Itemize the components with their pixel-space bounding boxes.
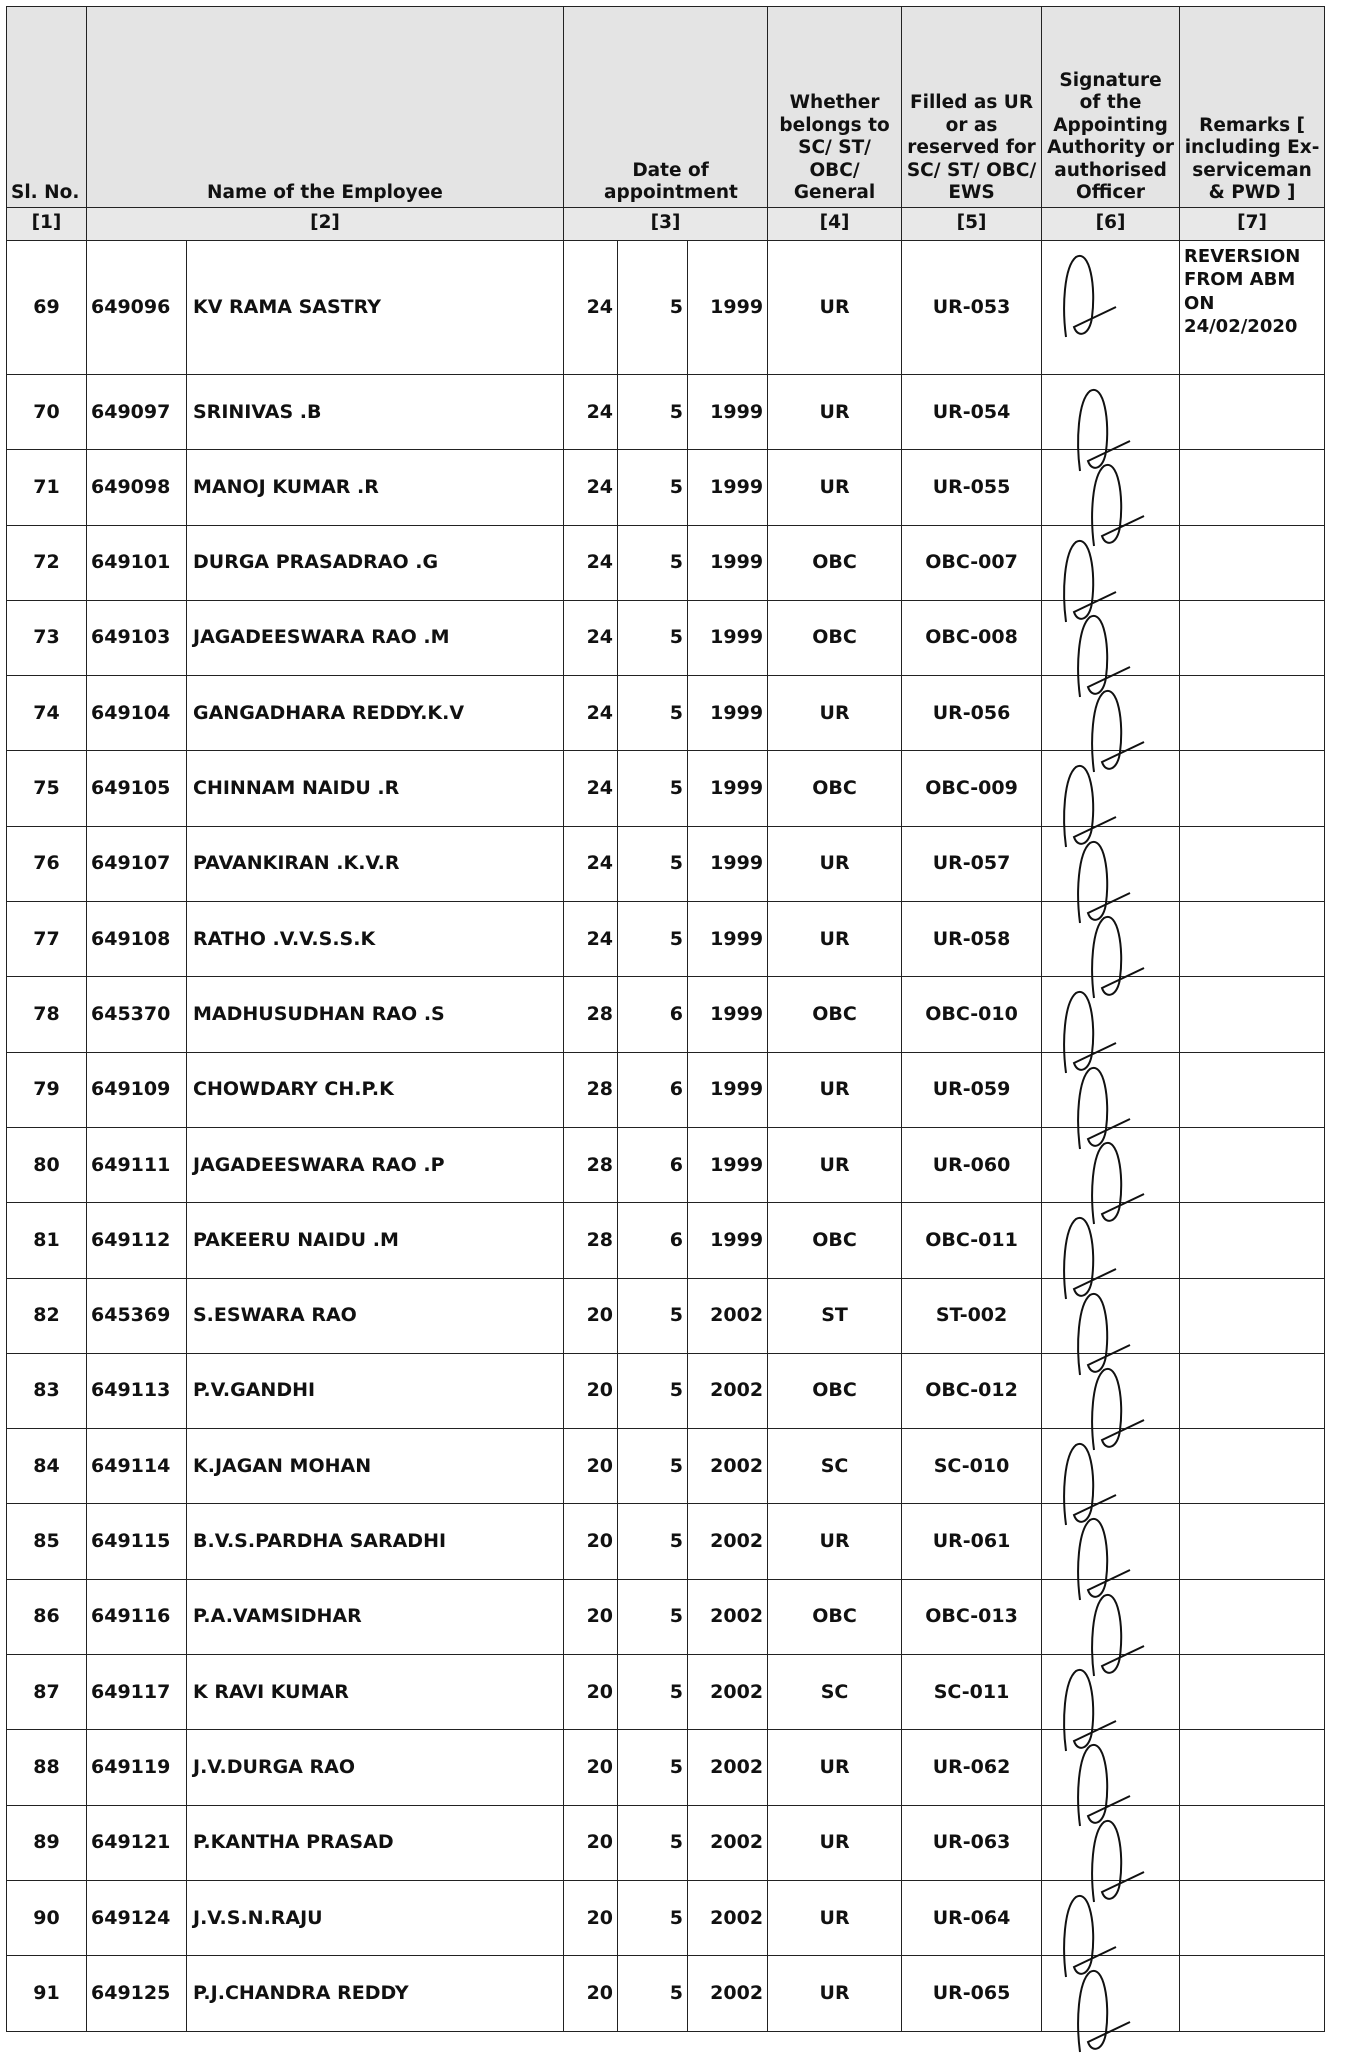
sl-no-cell: 72: [7, 525, 87, 600]
appointment-day-cell: 28: [564, 977, 618, 1052]
signature-cell: [1042, 1429, 1180, 1504]
appointment-day-cell: 20: [564, 1278, 618, 1353]
signature-cell: [1042, 902, 1180, 977]
signature-cell: [1042, 450, 1180, 525]
filled-as-cell: UR-056: [902, 676, 1042, 751]
col-num-1: [1]: [7, 208, 87, 241]
col-num-7: [7]: [1180, 208, 1325, 241]
filled-as-cell: UR-064: [902, 1880, 1042, 1955]
employee-name-cell: MANOJ KUMAR .R: [187, 450, 564, 525]
remarks-cell: [1180, 826, 1325, 901]
category-cell: OBC: [768, 977, 902, 1052]
sl-no-cell: 86: [7, 1579, 87, 1654]
employee-number-cell: 649103: [87, 600, 187, 675]
appointment-day-cell: 24: [564, 241, 618, 375]
appointment-day-cell: 24: [564, 826, 618, 901]
table-row: [7, 1052, 1325, 1127]
employee-number-cell: 649108: [87, 902, 187, 977]
employee-number-cell: 649115: [87, 1504, 187, 1579]
filled-as-cell: OBC-011: [902, 1203, 1042, 1278]
filled-as-cell: OBC-012: [902, 1353, 1042, 1428]
appointment-year-cell: 2002: [688, 1278, 768, 1353]
employee-name-cell: RATHO .V.V.S.S.K: [187, 902, 564, 977]
signature-cell: [1042, 1052, 1180, 1127]
signature-cell: [1042, 241, 1180, 375]
employee-number-cell: 649111: [87, 1127, 187, 1202]
appointment-day-cell: 28: [564, 1203, 618, 1278]
employee-number-cell: 649124: [87, 1880, 187, 1955]
appointment-month-cell: 5: [618, 1655, 688, 1730]
employee-name-cell: PAKEERU NAIDU .M: [187, 1203, 564, 1278]
signature-cell: [1042, 1504, 1180, 1579]
sl-no-cell: 69: [7, 241, 87, 375]
table-row: [7, 525, 1325, 600]
appointment-day-cell: 24: [564, 375, 618, 450]
signature-cell: [1042, 1203, 1180, 1278]
sl-no-cell: 74: [7, 676, 87, 751]
table-row: [7, 1504, 1325, 1579]
filled-as-cell: OBC-013: [902, 1579, 1042, 1654]
header-category: Whether belongs to SC/ ST/ OBC/ General: [768, 7, 902, 208]
category-cell: ST: [768, 1278, 902, 1353]
remarks-cell: [1180, 1730, 1325, 1805]
appointment-month-cell: 5: [618, 1956, 688, 2031]
employee-name-cell: P.KANTHA PRASAD: [187, 1805, 564, 1880]
category-cell: UR: [768, 1730, 902, 1805]
category-cell: OBC: [768, 525, 902, 600]
remarks-cell: [1180, 375, 1325, 450]
appointment-day-cell: 20: [564, 1353, 618, 1428]
table-row: [7, 1353, 1325, 1428]
remarks-cell: [1180, 1052, 1325, 1127]
signature-cell: [1042, 1805, 1180, 1880]
table-row: [7, 1127, 1325, 1202]
signature-cell: [1042, 1278, 1180, 1353]
remarks-cell: [1180, 1203, 1325, 1278]
employee-name-cell: S.ESWARA RAO: [187, 1278, 564, 1353]
employee-name-cell: GANGADHARA REDDY.K.V: [187, 676, 564, 751]
employee-name-cell: DURGA PRASADRAO .G: [187, 525, 564, 600]
remarks-cell: [1180, 977, 1325, 1052]
appointment-month-cell: 5: [618, 1353, 688, 1428]
appointment-year-cell: 1999: [688, 600, 768, 675]
employee-name-cell: K RAVI KUMAR: [187, 1655, 564, 1730]
appointment-day-cell: 24: [564, 450, 618, 525]
appointment-day-cell: 24: [564, 676, 618, 751]
appointment-month-cell: 5: [618, 1880, 688, 1955]
remarks-cell: [1180, 1956, 1325, 2031]
col-num-5: [5]: [902, 208, 1042, 241]
signature-cell: [1042, 1730, 1180, 1805]
employee-name-cell: P.A.VAMSIDHAR: [187, 1579, 564, 1654]
col-num-2: [2]: [87, 208, 564, 241]
table-row: [7, 977, 1325, 1052]
appointment-year-cell: 1999: [688, 676, 768, 751]
category-cell: UR: [768, 1504, 902, 1579]
appointment-day-cell: 20: [564, 1956, 618, 2031]
remarks-cell: [1180, 600, 1325, 675]
sl-no-cell: 85: [7, 1504, 87, 1579]
filled-as-cell: UR-065: [902, 1956, 1042, 2031]
table-row: [7, 676, 1325, 751]
signature-cell: [1042, 1353, 1180, 1428]
appointment-year-cell: 2002: [688, 1956, 768, 2031]
category-cell: UR: [768, 1052, 902, 1127]
appointment-year-cell: 1999: [688, 525, 768, 600]
appointment-day-cell: 20: [564, 1730, 618, 1805]
signature-cell: [1042, 1127, 1180, 1202]
appointment-month-cell: 5: [618, 241, 688, 375]
appointment-day-cell: 24: [564, 902, 618, 977]
column-number-row: [7, 208, 1325, 241]
appointment-year-cell: 1999: [688, 977, 768, 1052]
sl-no-cell: 70: [7, 375, 87, 450]
appointment-year-cell: 2002: [688, 1429, 768, 1504]
signature-cell: [1042, 1956, 1180, 2031]
appointment-day-cell: 24: [564, 525, 618, 600]
table-row: [7, 1880, 1325, 1955]
remarks-cell: [1180, 1504, 1325, 1579]
appointment-year-cell: 2002: [688, 1730, 768, 1805]
signature-cell: [1042, 676, 1180, 751]
appointment-year-cell: 1999: [688, 751, 768, 826]
category-cell: SC: [768, 1429, 902, 1504]
employee-name-cell: CHINNAM NAIDU .R: [187, 751, 564, 826]
appointment-day-cell: 24: [564, 751, 618, 826]
appointment-year-cell: 1999: [688, 450, 768, 525]
appointment-year-cell: 1999: [688, 1203, 768, 1278]
signature-cell: [1042, 1655, 1180, 1730]
filled-as-cell: UR-057: [902, 826, 1042, 901]
employee-register-table: [6, 6, 1325, 2032]
appointment-month-cell: 5: [618, 1429, 688, 1504]
category-cell: OBC: [768, 1203, 902, 1278]
employee-number-cell: 649113: [87, 1353, 187, 1428]
filled-as-cell: SC-011: [902, 1655, 1042, 1730]
sl-no-cell: 90: [7, 1880, 87, 1955]
sl-no-cell: 77: [7, 902, 87, 977]
employee-name-cell: J.V.S.N.RAJU: [187, 1880, 564, 1955]
appointment-day-cell: 20: [564, 1429, 618, 1504]
table-row: [7, 1579, 1325, 1654]
category-cell: UR: [768, 1880, 902, 1955]
category-cell: OBC: [768, 1579, 902, 1654]
appointment-day-cell: 20: [564, 1655, 618, 1730]
employee-number-cell: 649109: [87, 1052, 187, 1127]
category-cell: SC: [768, 1655, 902, 1730]
appointment-year-cell: 1999: [688, 1127, 768, 1202]
table-row: [7, 1655, 1325, 1730]
sl-no-cell: 84: [7, 1429, 87, 1504]
signature-cell: [1042, 826, 1180, 901]
appointment-month-cell: 5: [618, 902, 688, 977]
appointment-year-cell: 1999: [688, 375, 768, 450]
signature-cell: [1042, 525, 1180, 600]
sl-no-cell: 89: [7, 1805, 87, 1880]
header-filled-as: Filled as UR or as reserved for SC/ ST/ OBC/ EWS: [902, 7, 1042, 208]
filled-as-cell: SC-010: [902, 1429, 1042, 1504]
table-row: [7, 1278, 1325, 1353]
category-cell: UR: [768, 450, 902, 525]
employee-rows: [7, 241, 1325, 2032]
appointment-month-cell: 5: [618, 375, 688, 450]
sl-no-cell: 79: [7, 1052, 87, 1127]
header-row: [7, 7, 1325, 208]
appointment-month-cell: 5: [618, 450, 688, 525]
appointment-month-cell: 6: [618, 1052, 688, 1127]
sl-no-cell: 81: [7, 1203, 87, 1278]
employee-name-cell: SRINIVAS .B: [187, 375, 564, 450]
table-row: [7, 902, 1325, 977]
filled-as-cell: OBC-009: [902, 751, 1042, 826]
remarks-cell: [1180, 1353, 1325, 1428]
employee-number-cell: 649116: [87, 1579, 187, 1654]
col-num-6: [6]: [1042, 208, 1180, 241]
handwritten-signature-icon: [1056, 247, 1176, 347]
appointment-month-cell: 6: [618, 1203, 688, 1278]
table-row: [7, 375, 1325, 450]
signature-cell: [1042, 1880, 1180, 1955]
appointment-day-cell: 24: [564, 600, 618, 675]
table-row: [7, 1429, 1325, 1504]
employee-number-cell: 649117: [87, 1655, 187, 1730]
table-row: [7, 1730, 1325, 1805]
filled-as-cell: UR-058: [902, 902, 1042, 977]
appointment-year-cell: 2002: [688, 1655, 768, 1730]
header-remarks: Remarks [ including Ex-serviceman & PWD ]: [1180, 7, 1325, 208]
remarks-cell: [1180, 1127, 1325, 1202]
table-row: [7, 751, 1325, 826]
category-cell: UR: [768, 826, 902, 901]
signature-cell: [1042, 1579, 1180, 1654]
sl-no-cell: 83: [7, 1353, 87, 1428]
employee-number-cell: 649107: [87, 826, 187, 901]
filled-as-cell: UR-060: [902, 1127, 1042, 1202]
remarks-cell: [1180, 1278, 1325, 1353]
sl-no-cell: 71: [7, 450, 87, 525]
appointment-year-cell: 2002: [688, 1805, 768, 1880]
sl-no-cell: 76: [7, 826, 87, 901]
filled-as-cell: UR-054: [902, 375, 1042, 450]
remarks-cell: [1180, 450, 1325, 525]
appointment-day-cell: 20: [564, 1579, 618, 1654]
appointment-month-cell: 5: [618, 525, 688, 600]
signature-cell: [1042, 600, 1180, 675]
appointment-year-cell: 1999: [688, 902, 768, 977]
table-row: [7, 1956, 1325, 2031]
appointment-day-cell: 20: [564, 1880, 618, 1955]
employee-name-cell: P.J.CHANDRA REDDY: [187, 1956, 564, 2031]
filled-as-cell: OBC-007: [902, 525, 1042, 600]
appointment-year-cell: 2002: [688, 1504, 768, 1579]
filled-as-cell: OBC-010: [902, 977, 1042, 1052]
table-row: [7, 600, 1325, 675]
appointment-month-cell: 5: [618, 1579, 688, 1654]
sl-no-cell: 75: [7, 751, 87, 826]
employee-name-cell: KV RAMA SASTRY: [187, 241, 564, 375]
appointment-day-cell: 20: [564, 1504, 618, 1579]
employee-number-cell: 649097: [87, 375, 187, 450]
category-cell: UR: [768, 241, 902, 375]
remarks-cell: [1180, 1880, 1325, 1955]
remarks-cell: REVERSION FROM ABM ON 24/02/2020: [1180, 241, 1325, 375]
filled-as-cell: UR-063: [902, 1805, 1042, 1880]
signature-cell: [1042, 375, 1180, 450]
table-row: [7, 826, 1325, 901]
col-num-3: [3]: [564, 208, 768, 241]
sl-no-cell: 91: [7, 1956, 87, 2031]
appointment-year-cell: 1999: [688, 241, 768, 375]
filled-as-cell: ST-002: [902, 1278, 1042, 1353]
employee-number-cell: 649101: [87, 525, 187, 600]
appointment-month-cell: 5: [618, 1805, 688, 1880]
appointment-year-cell: 2002: [688, 1880, 768, 1955]
category-cell: UR: [768, 902, 902, 977]
appointment-month-cell: 6: [618, 977, 688, 1052]
table-row: [7, 241, 1325, 375]
sl-no-cell: 88: [7, 1730, 87, 1805]
employee-number-cell: 649098: [87, 450, 187, 525]
header-employee-name: Name of the Employee: [87, 7, 564, 208]
employee-number-cell: 649104: [87, 676, 187, 751]
employee-name-cell: PAVANKIRAN .K.V.R: [187, 826, 564, 901]
appointment-year-cell: 2002: [688, 1579, 768, 1654]
remarks-cell: [1180, 525, 1325, 600]
handwritten-signature-icon: [1056, 1962, 1176, 2062]
header-signature: Signature of the Appointing Authority or authorised Officer: [1042, 7, 1180, 208]
employee-number-cell: 649125: [87, 1956, 187, 2031]
appointment-month-cell: 5: [618, 826, 688, 901]
category-cell: UR: [768, 1956, 902, 2031]
employee-name-cell: JAGADEESWARA RAO .P: [187, 1127, 564, 1202]
category-cell: OBC: [768, 600, 902, 675]
filled-as-cell: UR-062: [902, 1730, 1042, 1805]
header-sl-no: Sl. No.: [7, 7, 87, 208]
appointment-year-cell: 1999: [688, 1052, 768, 1127]
appointment-month-cell: 5: [618, 600, 688, 675]
employee-number-cell: 645370: [87, 977, 187, 1052]
appointment-month-cell: 6: [618, 1127, 688, 1202]
employee-number-cell: 649105: [87, 751, 187, 826]
table-row: [7, 1805, 1325, 1880]
employee-name-cell: P.V.GANDHI: [187, 1353, 564, 1428]
sl-no-cell: 78: [7, 977, 87, 1052]
table-row: [7, 1203, 1325, 1278]
appointment-month-cell: 5: [618, 751, 688, 826]
remarks-cell: [1180, 902, 1325, 977]
employee-number-cell: 645369: [87, 1278, 187, 1353]
category-cell: OBC: [768, 751, 902, 826]
remarks-cell: [1180, 751, 1325, 826]
filled-as-cell: UR-059: [902, 1052, 1042, 1127]
remarks-cell: [1180, 1579, 1325, 1654]
remarks-cell: [1180, 1655, 1325, 1730]
col-num-4: [4]: [768, 208, 902, 241]
filled-as-cell: UR-061: [902, 1504, 1042, 1579]
employee-name-cell: JAGADEESWARA RAO .M: [187, 600, 564, 675]
employee-name-cell: K.JAGAN MOHAN: [187, 1429, 564, 1504]
category-cell: UR: [768, 676, 902, 751]
category-cell: UR: [768, 375, 902, 450]
sl-no-cell: 87: [7, 1655, 87, 1730]
employee-number-cell: 649096: [87, 241, 187, 375]
remarks-cell: [1180, 1805, 1325, 1880]
signature-cell: [1042, 751, 1180, 826]
appointment-month-cell: 5: [618, 1278, 688, 1353]
appointment-register-sheet: [6, 6, 1320, 2004]
employee-number-cell: 649121: [87, 1805, 187, 1880]
employee-name-cell: J.V.DURGA RAO: [187, 1730, 564, 1805]
appointment-day-cell: 28: [564, 1127, 618, 1202]
signature-cell: [1042, 977, 1180, 1052]
sl-no-cell: 80: [7, 1127, 87, 1202]
appointment-day-cell: 20: [564, 1805, 618, 1880]
employee-name-cell: B.V.S.PARDHA SARADHI: [187, 1504, 564, 1579]
employee-name-cell: MADHUSUDHAN RAO .S: [187, 977, 564, 1052]
employee-number-cell: 649114: [87, 1429, 187, 1504]
remarks-cell: [1180, 1429, 1325, 1504]
category-cell: UR: [768, 1127, 902, 1202]
appointment-year-cell: 1999: [688, 826, 768, 901]
remarks-cell: [1180, 676, 1325, 751]
appointment-day-cell: 28: [564, 1052, 618, 1127]
employee-name-cell: CHOWDARY CH.P.K: [187, 1052, 564, 1127]
filled-as-cell: UR-055: [902, 450, 1042, 525]
appointment-month-cell: 5: [618, 1730, 688, 1805]
appointment-month-cell: 5: [618, 676, 688, 751]
category-cell: OBC: [768, 1353, 902, 1428]
table-row: [7, 450, 1325, 525]
category-cell: UR: [768, 1805, 902, 1880]
employee-number-cell: 649119: [87, 1730, 187, 1805]
filled-as-cell: OBC-008: [902, 600, 1042, 675]
employee-number-cell: 649112: [87, 1203, 187, 1278]
header-date-of-appointment: Date of appointment: [564, 7, 768, 208]
filled-as-cell: UR-053: [902, 241, 1042, 375]
appointment-month-cell: 5: [618, 1504, 688, 1579]
sl-no-cell: 73: [7, 600, 87, 675]
sl-no-cell: 82: [7, 1278, 87, 1353]
appointment-year-cell: 2002: [688, 1353, 768, 1428]
